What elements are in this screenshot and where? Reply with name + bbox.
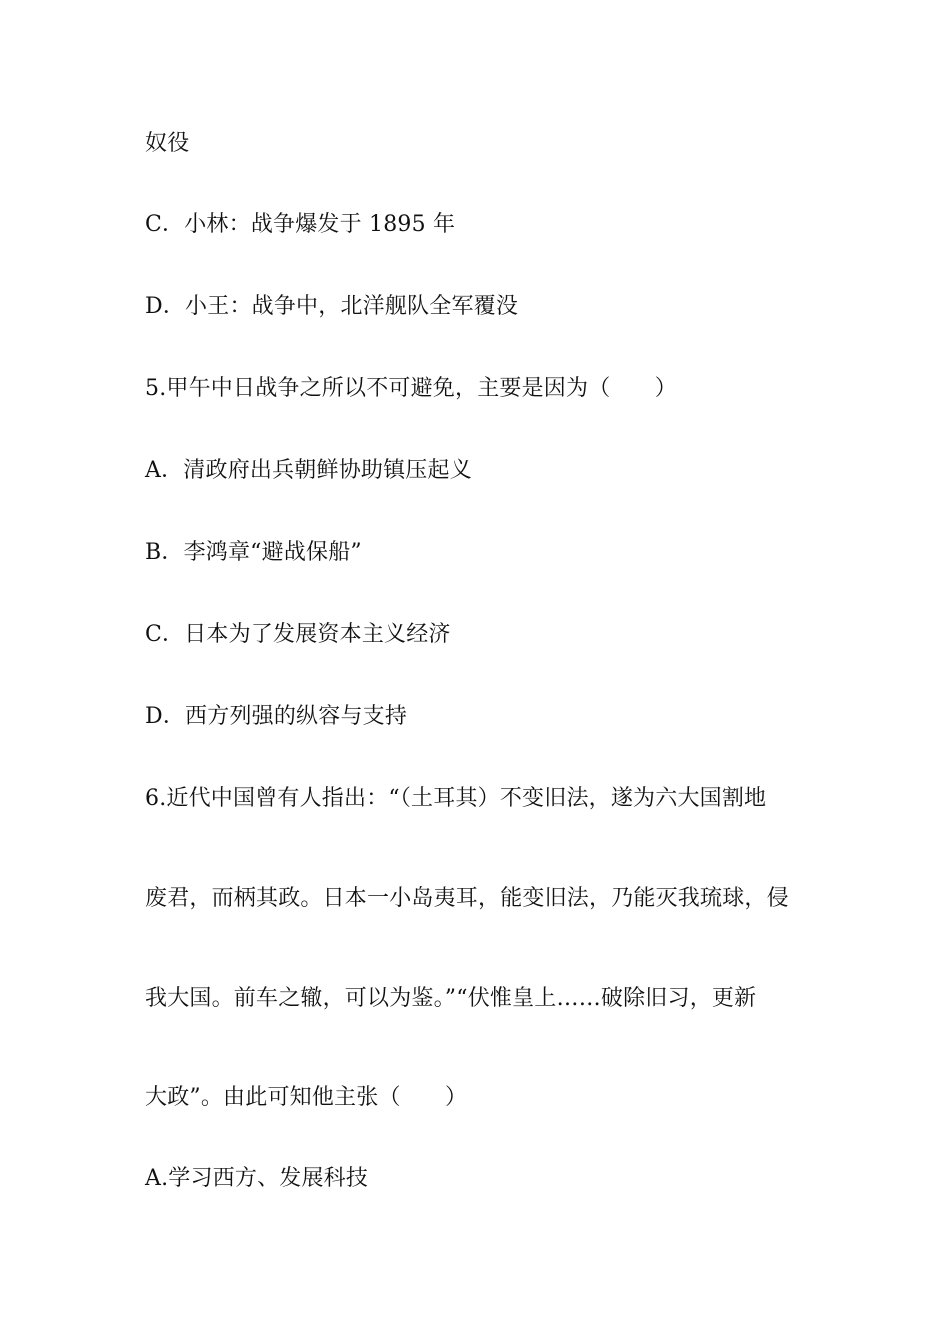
- question-5: 5.甲午中日战争之所以不可避免，主要是因为（ ）: [145, 376, 677, 401]
- question-6-line-4: 大政”。由此可知他主张（ ）: [145, 1085, 468, 1110]
- option-a-q5: A．清政府出兵朝鲜协助镇压起义: [145, 458, 472, 483]
- option-d-q5: D．西方列强的纵容与支持: [145, 704, 408, 729]
- question-6-line-1: 6.近代中国曾有人指出：“（土耳其）不变旧法，遂为六大国割地: [145, 786, 767, 811]
- option-b-q5: B．李鸿章“避战保船”: [145, 540, 362, 565]
- option-a-q6: A.学习西方、发展科技: [145, 1166, 369, 1191]
- option-c-q5: C．日本为了发展资本主义经济: [145, 622, 451, 647]
- option-d-q4: D．小王：战争中，北洋舰队全军覆没: [145, 294, 519, 319]
- question-6-line-2: 废君，而柄其政。日本一小岛夷耳，能变旧法，乃能灭我琉球，侵: [145, 886, 789, 911]
- option-c-q4: C．小林：战争爆发于 1895 年: [145, 212, 456, 237]
- text-line-continuation: 奴役: [145, 131, 190, 156]
- question-6-line-3: 我大国。前车之辙，可以为鉴。”“伏惟皇上……破除旧习，更新: [145, 986, 757, 1011]
